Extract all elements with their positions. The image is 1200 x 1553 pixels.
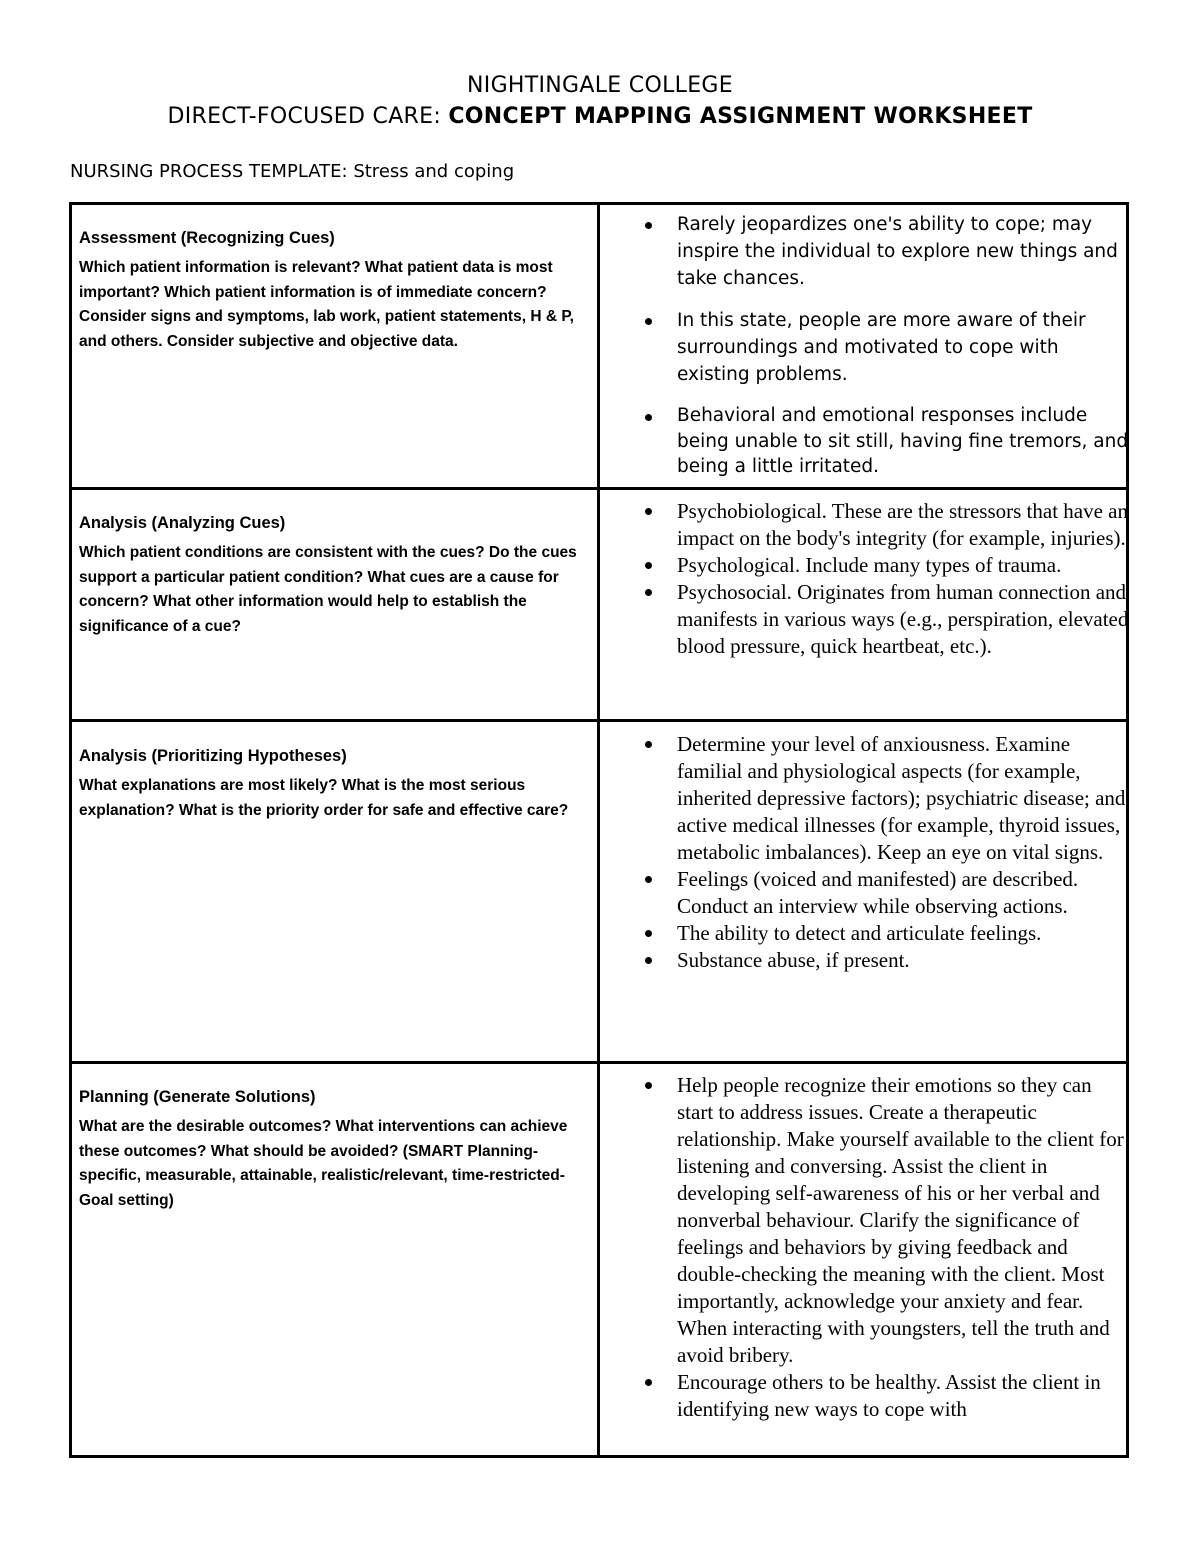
list-item: Help people recognize their emotions so they can start to address issues. Create a therapeutic relationship. Make yourself available to the client for listening and conversing. Assist the client in developing self-awareness of his or her verbal and nonverbal behaviour. Clarify the significance of feelings and behaviors by giving feedback and double-checking the meaning with the client. Most importantly, acknowledge your anxiety and fear. When interacting with youngsters, tell the truth and avoid bribery. [637, 1072, 1129, 1369]
row-heading: Planning (Generate Solutions) [79, 1088, 316, 1106]
row-prompt: What explanations are most likely? What is the most serious explanation? What is the priority order for safe and effective care? [79, 777, 569, 819]
row-prompt: Which patient information is relevant? What patient data is most important? Which patient information is of immediate concern? Consider signs and symptoms, lab work, patient statements, H & P, and others. Consider subjective and objective data. [79, 259, 574, 350]
row-analyzing-cues-label [79, 509, 579, 639]
row-planning-bullets [637, 1072, 1129, 1423]
row-prioritizing-label [79, 742, 579, 823]
row-assessment-bullets [637, 211, 1129, 495]
row-prompt: What are the desirable outcomes? What interventions can achieve these outcomes? What should be avoided? (SMART Planning- specific, measurable, attainable, realistic/relevant, time-restricted- Goal setting) [79, 1118, 568, 1209]
list-item: Psychobiological. These are the stressors that have an impact on the body's integrity (for example, injuries). [637, 498, 1129, 552]
list-item: The ability to detect and articulate feelings. [637, 920, 1129, 947]
list-item: Substance abuse, if present. [637, 947, 1129, 974]
list-item: Behavioral and emotional responses include being unable to sit still, having fine tremors, and being a little irritated. [637, 403, 1129, 480]
college-name: NIGHTINGALE COLLEGE [467, 73, 733, 98]
title-prefix: DIRECT-FOCUSED CARE: [167, 104, 449, 129]
list-item: Feelings (voiced and manifested) are described. Conduct an interview while observing actions. [637, 866, 1129, 920]
row-planning-label [79, 1083, 579, 1213]
list-item: Encourage others to be healthy. Assist the client in identifying new ways to cope with [637, 1369, 1129, 1423]
list-item: Determine your level of anxiousness. Examine familial and physiological aspects (for example, inherited depressive factors); psychiatric disease; and active medical illnesses (for example, thyroid issues, metabolic imbalances). Keep an eye on vital signs. [637, 731, 1129, 866]
row-prioritizing-bullets [637, 731, 1129, 974]
row-assessment-label [79, 224, 579, 354]
list-item: Psychosocial. Originates from human connection and manifests in various ways (e.g., perspiration, elevated blood pressure, quick heartbeat, etc.). [637, 579, 1129, 660]
row-heading: Assessment (Recognizing Cues) [79, 229, 335, 247]
row-analyzing-cues-bullets [637, 498, 1129, 660]
template-line: NURSING PROCESS TEMPLATE: Stress and coping [70, 161, 515, 182]
title-bold: CONCEPT MAPPING ASSIGNMENT WORKSHEET [448, 104, 1033, 129]
row-heading: Analysis (Analyzing Cues) [79, 514, 286, 532]
column-divider [597, 202, 600, 1458]
list-item: Rarely jeopardizes one's ability to cope; may inspire the individual to explore new things and take chances. [637, 211, 1129, 292]
list-item: Psychological. Include many types of trauma. [637, 552, 1129, 579]
table-border-left [69, 202, 72, 1458]
row-prompt: Which patient conditions are consistent with the cues? Do the cues support a particular patient condition? What cues are a cause for concern? What other information would help to establish the significance of a cue? [79, 544, 577, 635]
list-item: In this state, people are more aware of their surroundings and motivated to cope with existing problems. [637, 307, 1129, 388]
row-heading: Analysis (Prioritizing Hypotheses) [79, 747, 347, 765]
worksheet-title [0, 102, 1200, 132]
